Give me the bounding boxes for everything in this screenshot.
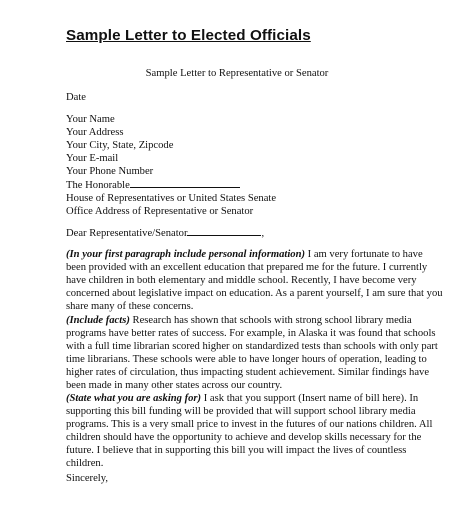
paragraph-lead: (In your first paragraph include personal information) [66, 249, 305, 260]
salutation-blank-line [187, 235, 261, 236]
paragraph-text: Research has shown that schools with strong school library media [129, 315, 412, 326]
recipient-honorable-text: The Honorable [66, 180, 130, 191]
name-blank-line [130, 187, 240, 188]
paragraph-row: have children in both elementary and middle school. Recently, I have become very [66, 275, 417, 286]
sender-city: Your City, State, Zipcode [66, 140, 174, 151]
sender-name: Your Name [66, 114, 115, 125]
date-label: Date [66, 92, 86, 103]
paragraph-row: concerned about legislative impact on education. As a parent yourself, I am sure that you [66, 288, 443, 299]
paragraph-row: children. [66, 458, 104, 469]
paragraph-row: future. I believe that in supporting this bill you will impact the lives of countless [66, 445, 407, 456]
salutation-text: Dear Representative/Senator [66, 228, 188, 239]
paragraph-facts [66, 314, 438, 392]
paragraph-request [66, 392, 433, 470]
paragraph-row: supporting this bill funding will be provided that will support school library media [66, 406, 416, 417]
paragraph-text: I am very fortunate to have [305, 249, 423, 260]
sender-email: Your E-mail [66, 153, 119, 164]
paragraph-lead: (Include facts) [66, 315, 130, 326]
paragraph-row: share many of these concerns. [66, 301, 194, 312]
paragraph-row: been provided with an excellent education that prepared me for the future. I currently [66, 262, 428, 273]
paragraph-text: I ask that you support (Insert name of bill here). In [201, 393, 419, 404]
sender-phone: Your Phone Number [66, 166, 154, 177]
recipient-honorable [66, 179, 240, 192]
paragraph-row [66, 314, 426, 327]
letter-subtitle: Sample Letter to Representative or Senator [145, 68, 329, 79]
paragraph-row: programs have better rates of success. For example, in Alaska it was found that schools [66, 328, 436, 339]
closing: Sincerely, [66, 473, 108, 484]
paragraph-row [66, 392, 426, 405]
paragraph-lead: (State what you are asking for) [66, 393, 202, 404]
paragraph-row: time librarians. These schools were able to have longer hours of operation, leading to [66, 354, 427, 365]
paragraph-row: been made in many other states across our country. [66, 380, 283, 391]
sender-address: Your Address [66, 127, 124, 138]
paragraph-personal-info [66, 248, 443, 313]
paragraph-row [66, 248, 426, 261]
recipient-house: House of Representatives or United States Senate [66, 193, 277, 204]
paragraph-row: with a full time librarian scored higher on standardized tests than schools with only part [66, 341, 438, 352]
paragraph-row: programs. This is a very small price to invest in the futures of our nations children. All [66, 419, 433, 430]
paragraph-row: higher rates of circulation, thus impacting student achievement. Similar findings have [66, 367, 430, 378]
salutation-comma: , [261, 228, 265, 239]
paragraph-row: children should have the opportunity to achieve and develop skills necessary for the [66, 432, 422, 443]
document-title: Sample Letter to Elected Officials [66, 27, 311, 44]
recipient-office: Office Address of Representative or Senator [66, 206, 254, 217]
salutation [66, 227, 264, 240]
